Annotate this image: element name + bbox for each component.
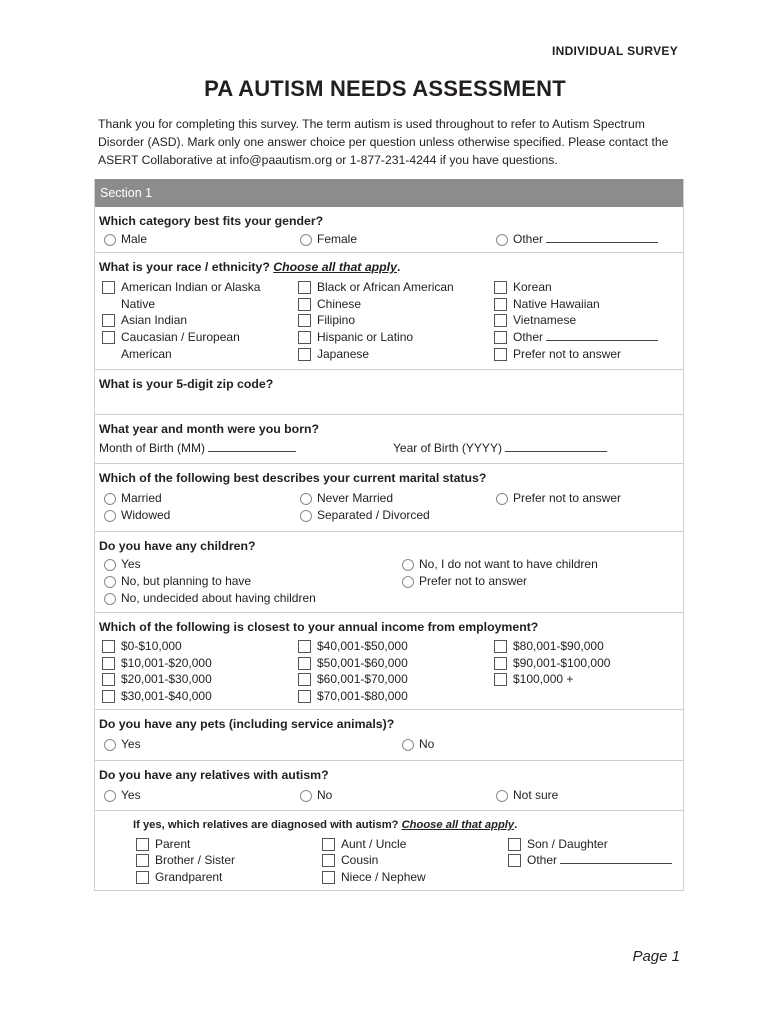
race-option[interactable]: Hispanic or Latino	[295, 329, 491, 346]
relative-option-other[interactable]: Other	[505, 852, 685, 869]
relative-option[interactable]: Niece / Nephew	[319, 869, 505, 886]
checkbox-icon[interactable]	[102, 640, 115, 653]
choose-all-emphasis: Choose all that apply	[401, 818, 515, 831]
income-option[interactable]: $0-$10,000	[99, 638, 295, 655]
question-title: Which of the following is closest to your annual income from employment?	[99, 619, 539, 634]
income-option[interactable]: $60,001-$70,000	[295, 671, 491, 688]
checkbox-icon[interactable]	[136, 871, 149, 884]
question-relatives	[95, 761, 683, 811]
radio-icon[interactable]	[496, 234, 508, 246]
year-blank[interactable]	[505, 441, 607, 452]
pets-option-yes[interactable]: Yes	[99, 736, 397, 753]
question-race	[95, 253, 683, 370]
radio-icon[interactable]	[300, 234, 312, 246]
race-option-other[interactable]: Other	[491, 329, 681, 346]
checkbox-icon[interactable]	[298, 673, 311, 686]
question-pets	[95, 710, 683, 761]
relative-option[interactable]: Brother / Sister	[133, 852, 319, 869]
relative-option[interactable]: Son / Daughter	[505, 836, 685, 853]
marital-option[interactable]: Married	[99, 490, 295, 507]
radio-icon[interactable]	[402, 576, 414, 588]
radio-icon[interactable]	[104, 234, 116, 246]
children-option[interactable]: No, but planning to have	[99, 573, 397, 590]
other-blank-field[interactable]	[560, 853, 672, 864]
checkbox-icon[interactable]	[508, 838, 521, 851]
intro-paragraph: Thank you for completing this survey. The term autism is used throughout to refer to Autism Spectrum Disorder (ASD). Mark only one answer choice per question unless otherwise specified. Please contact the ASERT Collaborative at info@paautism.org or 1-877-231-4244 if you have questions.	[98, 117, 669, 167]
checkbox-icon[interactable]	[322, 854, 335, 867]
question-title: What is your 5-digit zip code?	[99, 376, 274, 391]
radio-icon[interactable]	[300, 510, 312, 522]
checkbox-icon[interactable]	[508, 854, 521, 867]
checkbox-icon[interactable]	[102, 331, 115, 344]
checkbox-icon[interactable]	[494, 314, 507, 327]
checkbox-icon[interactable]	[494, 298, 507, 311]
income-option[interactable]: $80,001-$90,000	[491, 638, 681, 655]
page-title: PA AUTISM NEEDS ASSESSMENT	[204, 76, 566, 101]
radio-icon[interactable]	[104, 510, 116, 522]
question-title: Do you have any pets (including service animals)?	[99, 716, 395, 731]
relative-option[interactable]: Cousin	[319, 852, 505, 869]
radio-icon[interactable]	[496, 493, 508, 505]
children-option[interactable]: Yes	[99, 556, 397, 573]
checkbox-icon[interactable]	[136, 854, 149, 867]
checkbox-icon[interactable]	[494, 673, 507, 686]
checkbox-icon[interactable]	[494, 348, 507, 361]
checkbox-icon[interactable]	[102, 657, 115, 670]
checkbox-icon[interactable]	[494, 331, 507, 344]
checkbox-icon[interactable]	[298, 690, 311, 703]
question-birth	[95, 415, 683, 464]
checkbox-icon[interactable]	[298, 331, 311, 344]
relative-option[interactable]: Grandparent	[133, 869, 319, 886]
checkbox-icon[interactable]	[298, 281, 311, 294]
radio-icon[interactable]	[402, 559, 414, 571]
radio-icon[interactable]	[300, 790, 312, 802]
survey-type-label: INDIVIDUAL SURVEY	[551, 44, 678, 58]
race-option[interactable]: Korean	[491, 279, 681, 296]
checkbox-icon[interactable]	[298, 640, 311, 653]
radio-icon[interactable]	[104, 790, 116, 802]
birth-month-field[interactable]: Month of Birth (MM)	[99, 440, 393, 457]
checkbox-icon[interactable]	[102, 314, 115, 327]
page-number: Page 1	[632, 948, 680, 965]
question-title: Which of the following best describes your current marital status?	[99, 470, 487, 485]
relatives-option-no[interactable]: No	[295, 787, 491, 804]
checkbox-icon[interactable]	[136, 838, 149, 851]
marital-option[interactable]: Prefer not to answer	[491, 490, 681, 507]
relative-option[interactable]: Parent	[133, 836, 319, 853]
race-option[interactable]: Black or African American	[295, 279, 491, 296]
checkbox-icon[interactable]	[102, 690, 115, 703]
radio-icon[interactable]	[300, 493, 312, 505]
radio-icon[interactable]	[104, 559, 116, 571]
question-title: If yes, which relatives are diagnosed with autism? Choose all that apply.	[133, 818, 518, 831]
radio-icon[interactable]	[402, 739, 414, 751]
section-header: Section 1	[95, 179, 683, 207]
question-income	[95, 613, 683, 710]
marital-option[interactable]: Never Married	[295, 490, 491, 507]
relatives-option-yes[interactable]: Yes	[99, 787, 295, 804]
question-children	[95, 532, 683, 612]
radio-icon[interactable]	[104, 739, 116, 751]
gender-option-female[interactable]: Female	[295, 231, 491, 248]
checkbox-icon[interactable]	[298, 298, 311, 311]
race-option[interactable]: Chinese	[295, 296, 491, 313]
other-blank-field[interactable]	[546, 232, 658, 243]
question-title: What is your race / ethnicity? Choose all that apply.	[99, 259, 401, 274]
income-option[interactable]: $70,001-$80,000	[295, 688, 491, 705]
question-title: Do you have any relatives with autism?	[99, 767, 329, 782]
radio-icon[interactable]	[104, 493, 116, 505]
checkbox-icon[interactable]	[322, 871, 335, 884]
question-which-relatives	[95, 811, 683, 890]
pets-option-no[interactable]: No	[397, 736, 687, 753]
race-option[interactable]: American Indian or Alaska Native	[99, 279, 295, 313]
income-option[interactable]: $40,001-$50,000	[295, 638, 491, 655]
relative-option[interactable]: Aunt / Uncle	[319, 836, 505, 853]
other-blank-field[interactable]	[546, 330, 658, 341]
question-gender	[95, 207, 683, 253]
checkbox-icon[interactable]	[494, 640, 507, 653]
birth-year-field[interactable]: Year of Birth (YYYY)	[393, 440, 683, 457]
relatives-option-not-sure[interactable]: Not sure	[491, 787, 681, 804]
question-title: What year and month were you born?	[99, 421, 319, 436]
month-blank[interactable]	[208, 441, 296, 452]
checkbox-icon[interactable]	[494, 281, 507, 294]
checkbox-icon[interactable]	[102, 281, 115, 294]
income-option[interactable]: $20,001-$30,000	[99, 671, 295, 688]
question-title: Which category best fits your gender?	[99, 214, 324, 228]
marital-option[interactable]: Widowed	[99, 507, 295, 524]
income-option[interactable]: $50,001-$60,000	[295, 655, 491, 672]
marital-option[interactable]: Separated / Divorced	[295, 507, 491, 524]
checkbox-icon[interactable]	[102, 673, 115, 686]
survey-form	[94, 179, 684, 891]
race-option[interactable]: Native Hawaiian	[491, 296, 681, 313]
checkbox-icon[interactable]	[298, 348, 311, 361]
race-option[interactable]: Filipino	[295, 312, 491, 329]
question-title: Do you have any children?	[99, 539, 256, 554]
choose-all-emphasis: Choose all that apply	[273, 259, 397, 274]
income-option[interactable]: $10,001-$20,000	[99, 655, 295, 672]
gender-option-male[interactable]: Male	[99, 231, 295, 248]
children-option[interactable]: No, undecided about having children	[99, 590, 397, 607]
income-option[interactable]: $30,001-$40,000	[99, 688, 295, 705]
children-option[interactable]: Prefer not to answer	[397, 573, 687, 590]
question-zip	[95, 370, 683, 415]
children-option[interactable]: No, I do not want to have children	[397, 556, 687, 573]
income-option[interactable]: $90,001-$100,000	[491, 655, 681, 672]
race-option[interactable]: Prefer not to answer	[491, 346, 681, 363]
radio-icon[interactable]	[104, 576, 116, 588]
checkbox-icon[interactable]	[298, 657, 311, 670]
income-option[interactable]: $100,000 +	[491, 671, 681, 688]
race-option[interactable]: Vietnamese	[491, 312, 681, 329]
checkbox-icon[interactable]	[322, 838, 335, 851]
question-marital	[95, 464, 683, 533]
race-option[interactable]: Asian Indian	[99, 312, 295, 329]
race-option[interactable]: Caucasian / European American	[99, 329, 295, 363]
radio-icon[interactable]	[496, 790, 508, 802]
race-option[interactable]: Japanese	[295, 346, 491, 363]
radio-icon[interactable]	[104, 593, 116, 605]
gender-option-other[interactable]: Other	[491, 231, 681, 248]
checkbox-icon[interactable]	[494, 657, 507, 670]
checkbox-icon[interactable]	[298, 314, 311, 327]
